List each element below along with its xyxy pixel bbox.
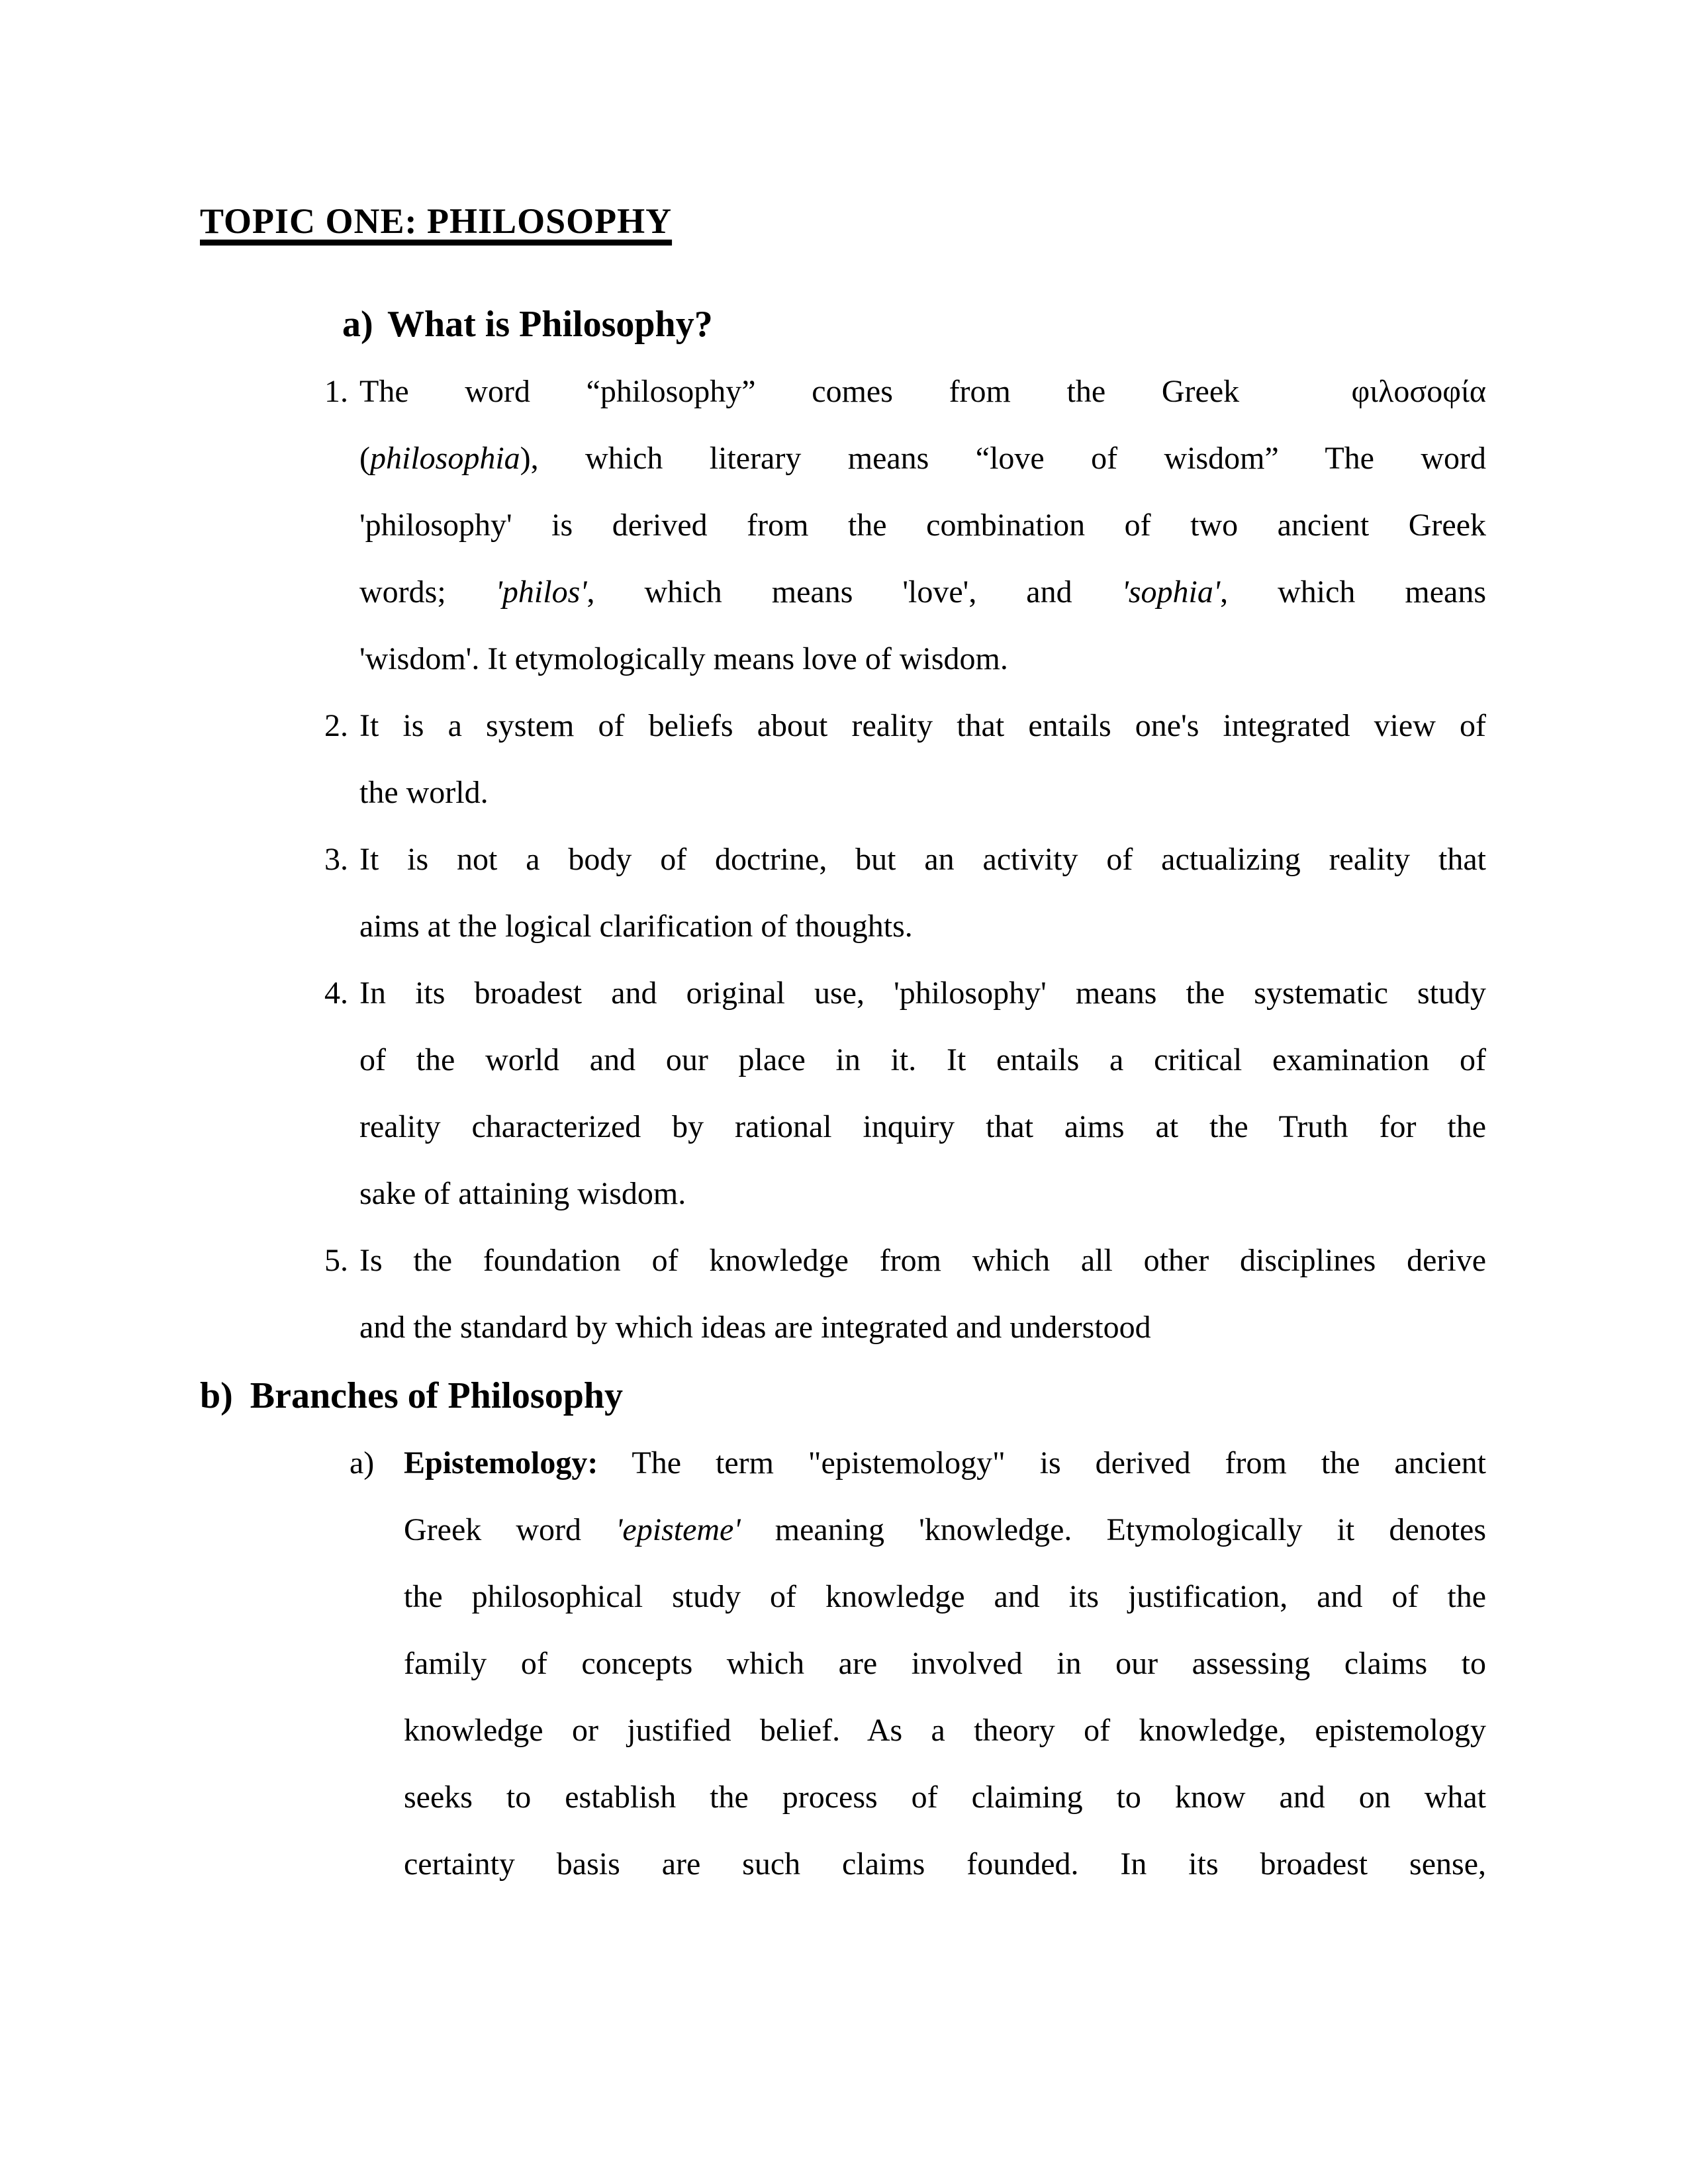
text-run: and the standard by which ideas are integrated and understood: [359, 1310, 1151, 1345]
text-run: reality characterized by rational inquiry that aims at the Truth for the: [359, 1109, 1486, 1144]
text-run: meaning 'knowledge. Etymologically it denotes: [740, 1512, 1487, 1547]
text-line: [359, 625, 1486, 692]
text-line: [404, 1764, 1486, 1831]
heading-marker: a): [342, 304, 373, 345]
text-run: words;: [359, 574, 496, 610]
text-run: sake of attaining wisdom.: [359, 1176, 686, 1211]
text-run: , which means: [1220, 574, 1486, 610]
numbered-item-5: [324, 1227, 1486, 1361]
text-run: , which means 'love', and: [586, 574, 1122, 610]
text-run: aims at the logical clarification of thoughts.: [359, 909, 913, 944]
heading-text: Branches of Philosophy: [250, 1375, 623, 1416]
text-line: [359, 425, 1486, 492]
text-line: [359, 559, 1486, 625]
text-run: (: [359, 441, 370, 476]
document-title: [200, 188, 1688, 255]
text-line: [404, 1697, 1486, 1764]
numbered-item-3: [324, 826, 1486, 960]
text-run: 'philosophy' is derived from the combination of two ancient Greek: [359, 508, 1486, 543]
text-line: [404, 1831, 1486, 1897]
text-line: [359, 1227, 1486, 1294]
branches-heading: [200, 1363, 1688, 1430]
numbered-item-1: [324, 358, 1486, 692]
numbered-list: [0, 358, 1688, 1361]
text-run: It is not a body of doctrine, but an activity of actualizing reality that: [359, 842, 1486, 877]
branch-item-1: [350, 1430, 1487, 1897]
list-item-marker: 3.: [324, 842, 348, 877]
text-line: [359, 960, 1486, 1026]
text-run: the world.: [359, 775, 489, 810]
text-line: [359, 1026, 1486, 1093]
text-line: [359, 893, 1486, 960]
text-run: of the world and our place in it. It entails a critical examination of: [359, 1042, 1486, 1077]
heading-marker: b): [200, 1375, 233, 1416]
text-run: knowledge or justified belief. As a theory of knowledge, epistemology: [404, 1713, 1486, 1748]
italic-run: 'philos': [495, 574, 587, 610]
bold-run: Epistemology:: [404, 1445, 598, 1480]
text-run: the philosophical study of knowledge and its justification, and of the: [404, 1579, 1486, 1614]
text-line: [359, 358, 1486, 425]
text-line: [359, 692, 1486, 759]
what-is-philosophy-heading: [342, 291, 1688, 358]
text-run: The term "epistemology" is derived from the ancient: [598, 1445, 1486, 1480]
list-item-marker: 2.: [324, 708, 348, 743]
text-line: [359, 759, 1486, 826]
text-line: [359, 1093, 1486, 1160]
text-run: seeks to establish the process of claiming to know and on what: [404, 1780, 1486, 1815]
text-line: [359, 826, 1486, 893]
list-item-marker: 1.: [324, 374, 348, 409]
branches-list: [0, 1430, 1688, 1897]
text-run: In its broadest and original use, 'philosophy' means the systematic study: [359, 976, 1486, 1011]
text-line: [404, 1430, 1486, 1496]
list-item-marker: 4.: [324, 976, 348, 1011]
text-line: [404, 1563, 1486, 1630]
text-run: family of concepts which are involved in our assessing claims to: [404, 1646, 1486, 1681]
text-line: [359, 1294, 1486, 1361]
text-run: 'wisdom'. It etymologically means love of wisdom.: [359, 641, 1008, 676]
text-run: It is a system of beliefs about reality that entails one's integrated view of: [359, 708, 1486, 743]
heading-text: What is Philosophy?: [387, 304, 713, 345]
text-run: certainty basis are such claims founded. In its broadest sense,: [404, 1846, 1486, 1882]
text-run: Is the foundation of knowledge from which all other disciplines derive: [359, 1243, 1486, 1278]
numbered-item-4: [324, 960, 1486, 1227]
text-run: ), which literary means “love of wisdom” The word: [520, 441, 1486, 476]
italic-run: 'sophia': [1121, 574, 1221, 610]
italic-run: philosophia: [369, 441, 520, 476]
text-run: The word “philosophy” comes from the Greek φιλοσοφία: [359, 374, 1486, 409]
italic-run: 'episteme': [616, 1512, 741, 1547]
numbered-item-2: [324, 692, 1486, 826]
text-line: [359, 492, 1486, 559]
text-line: [404, 1630, 1486, 1697]
text-line: [404, 1496, 1486, 1563]
text-line: [359, 1160, 1486, 1227]
text-run: Greek word: [404, 1512, 616, 1547]
list-item-marker: a): [350, 1445, 375, 1480]
list-item-marker: 5.: [324, 1243, 348, 1278]
page-title: TOPIC ONE: PHILOSOPHY: [200, 201, 673, 241]
